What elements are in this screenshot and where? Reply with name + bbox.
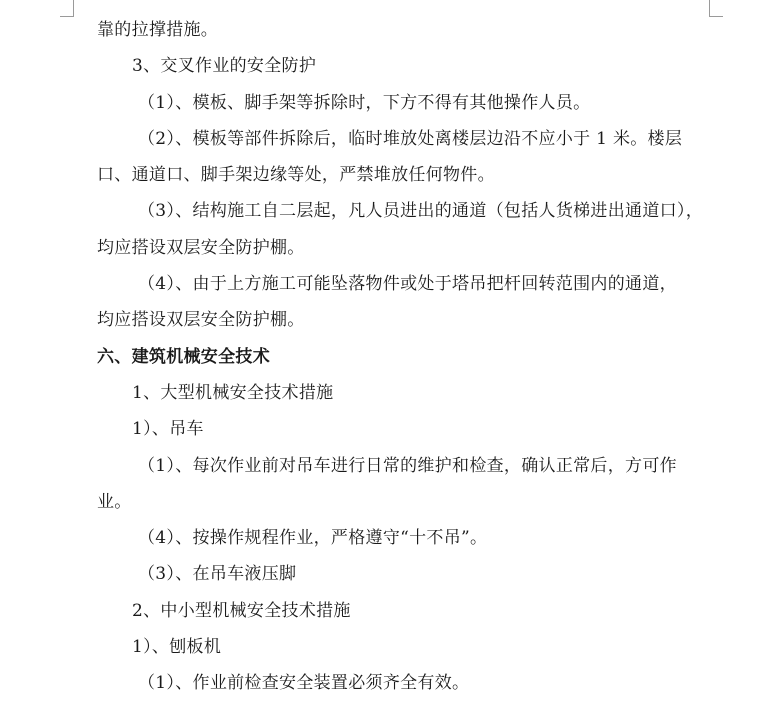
- paragraph-line: （2）、模板等部件拆除后，临时堆放处离楼层边沿不应小于 1 米。楼层: [138, 128, 683, 149]
- subsection-heading: 1、大型机械安全技术措施: [132, 382, 334, 403]
- subsection-heading: 2、中小型机械安全技术措施: [132, 600, 351, 621]
- subsection-heading: 3、交叉作业的安全防护: [132, 56, 317, 77]
- paragraph-line: （4）、由于上方施工可能坠落物件或处于塔吊把杆回转范围内的通道，: [138, 274, 677, 295]
- crop-mark-top-left-horizontal: [60, 16, 74, 17]
- item-heading: 1）、吊车: [132, 419, 204, 440]
- paragraph-line: 均应搭设双层安全防护棚。: [97, 310, 305, 331]
- paragraph-line: 均应搭设双层安全防护棚。: [97, 237, 305, 258]
- paragraph-line: （4）、按操作规程作业，严格遵守“十不吊”。: [138, 528, 488, 549]
- document-body: [97, 12, 713, 702]
- item-heading: 1）、刨板机: [132, 637, 222, 658]
- paragraph-line: （3）、结构施工自二层起，凡人员进出的通道（包括人货梯进出通道口），: [138, 201, 704, 222]
- paragraph-line: （1）、作业前检查安全装置必须齐全有效。: [138, 673, 470, 694]
- paragraph-line: （1）、模板、脚手架等拆除时，下方不得有其他操作人员。: [138, 92, 591, 113]
- paragraph-line: （1）、每次作业前对吊车进行日常的维护和检查，确认正常后，方可作: [138, 455, 677, 476]
- paragraph-line: 靠的拉撑措施。: [97, 20, 219, 40]
- crop-mark-top-left: [73, 0, 74, 16]
- paragraph-line: 口、通道口、脚手架边缘等处，严禁堆放任何物件。: [97, 165, 495, 186]
- paragraph-line: 业。: [97, 491, 132, 512]
- section-heading: 六、建筑机械安全技术: [97, 346, 270, 367]
- paragraph-line: （3）、在吊车液压脚: [138, 564, 297, 585]
